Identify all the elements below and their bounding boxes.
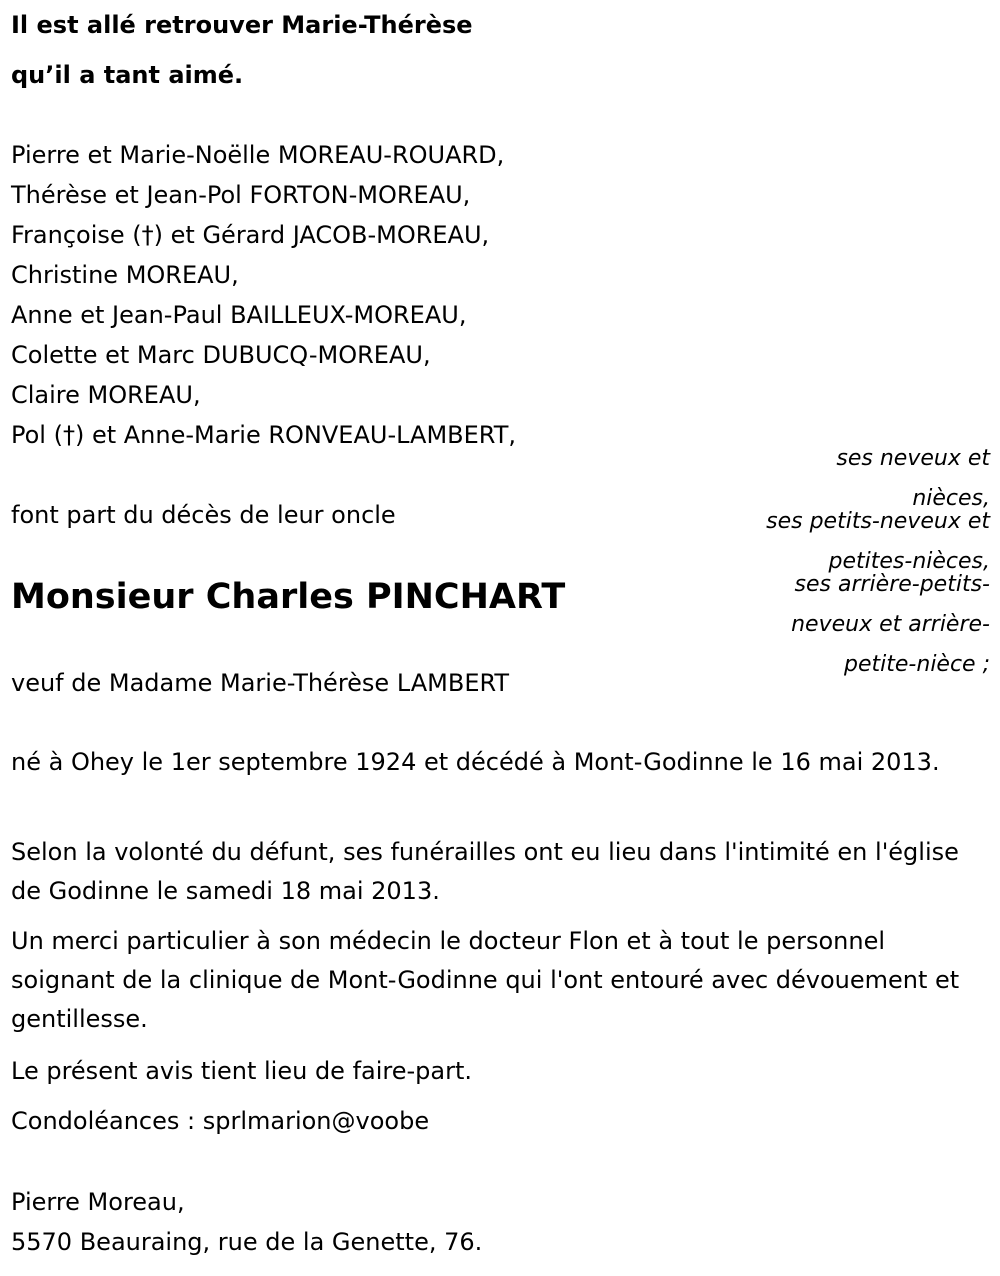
birth-paragraph: né à Ohey le 1er septembre 1924 et décédé à Mont-Godinne le 16 mai 2013. [11,748,940,776]
family-member: Thérèse et Jean-Pol FORTON-MOREAU, [11,181,471,209]
relatives-line: ses neveux et [836,446,990,471]
family-member: Claire MOREAU, [11,381,201,409]
condolences-paragraph: Condoléances : sprlmarion@voobe [11,1107,430,1135]
deceased-name: Monsieur Charles PINCHART [11,577,566,617]
family-member: Pierre et Marie-Noëlle MOREAU-ROUARD, [11,141,505,169]
contact-address: 5570 Beauraing, rue de la Genette, 76. [11,1228,483,1256]
funeral-paragraph: Selon la volonté du défunt, ses funérailles ont eu lieu dans l'intimité en l'église de Godinne le samedi 18 mai 2013. [11,838,959,905]
thanks-paragraph: Un merci particulier à son médecin le docteur Flon et à tout le personnel soignant de la clinique de Mont-Godinne qui l'ont entouré avec dévouement et gentillesse. [11,927,960,1033]
family-member: Christine MOREAU, [11,261,239,289]
relatives-line: petite-nièce ; [844,652,990,677]
heading-line-1: Il est allé retrouver Marie-Thérèse [11,11,473,39]
relatives-line: ses petits-neveux et [766,509,990,534]
widower-line: veuf de Madame Marie-Thérèse LAMBERT [11,669,510,697]
relatives-line: petites-nièces, [828,549,990,574]
contact-name: Pierre Moreau, [11,1188,185,1216]
family-member: Anne et Jean-Paul BAILLEUX-MOREAU, [11,301,467,329]
relatives-line: nièces, [912,486,990,511]
relatives-line: neveux et arrière- [791,612,990,637]
family-member: Pol (†) et Anne-Marie RONVEAU-LAMBERT, [11,421,517,449]
relatives-line: ses arrière-petits- [794,572,990,597]
family-member: Colette et Marc DUBUCQ-MOREAU, [11,341,431,369]
family-member: Françoise (†) et Gérard JACOB-MOREAU, [11,221,490,249]
announcement: font part du décès de leur oncle [11,501,396,529]
heading-line-2: qu’il a tant aimé. [11,61,244,89]
notice-paragraph: Le présent avis tient lieu de faire-part. [11,1057,473,1085]
